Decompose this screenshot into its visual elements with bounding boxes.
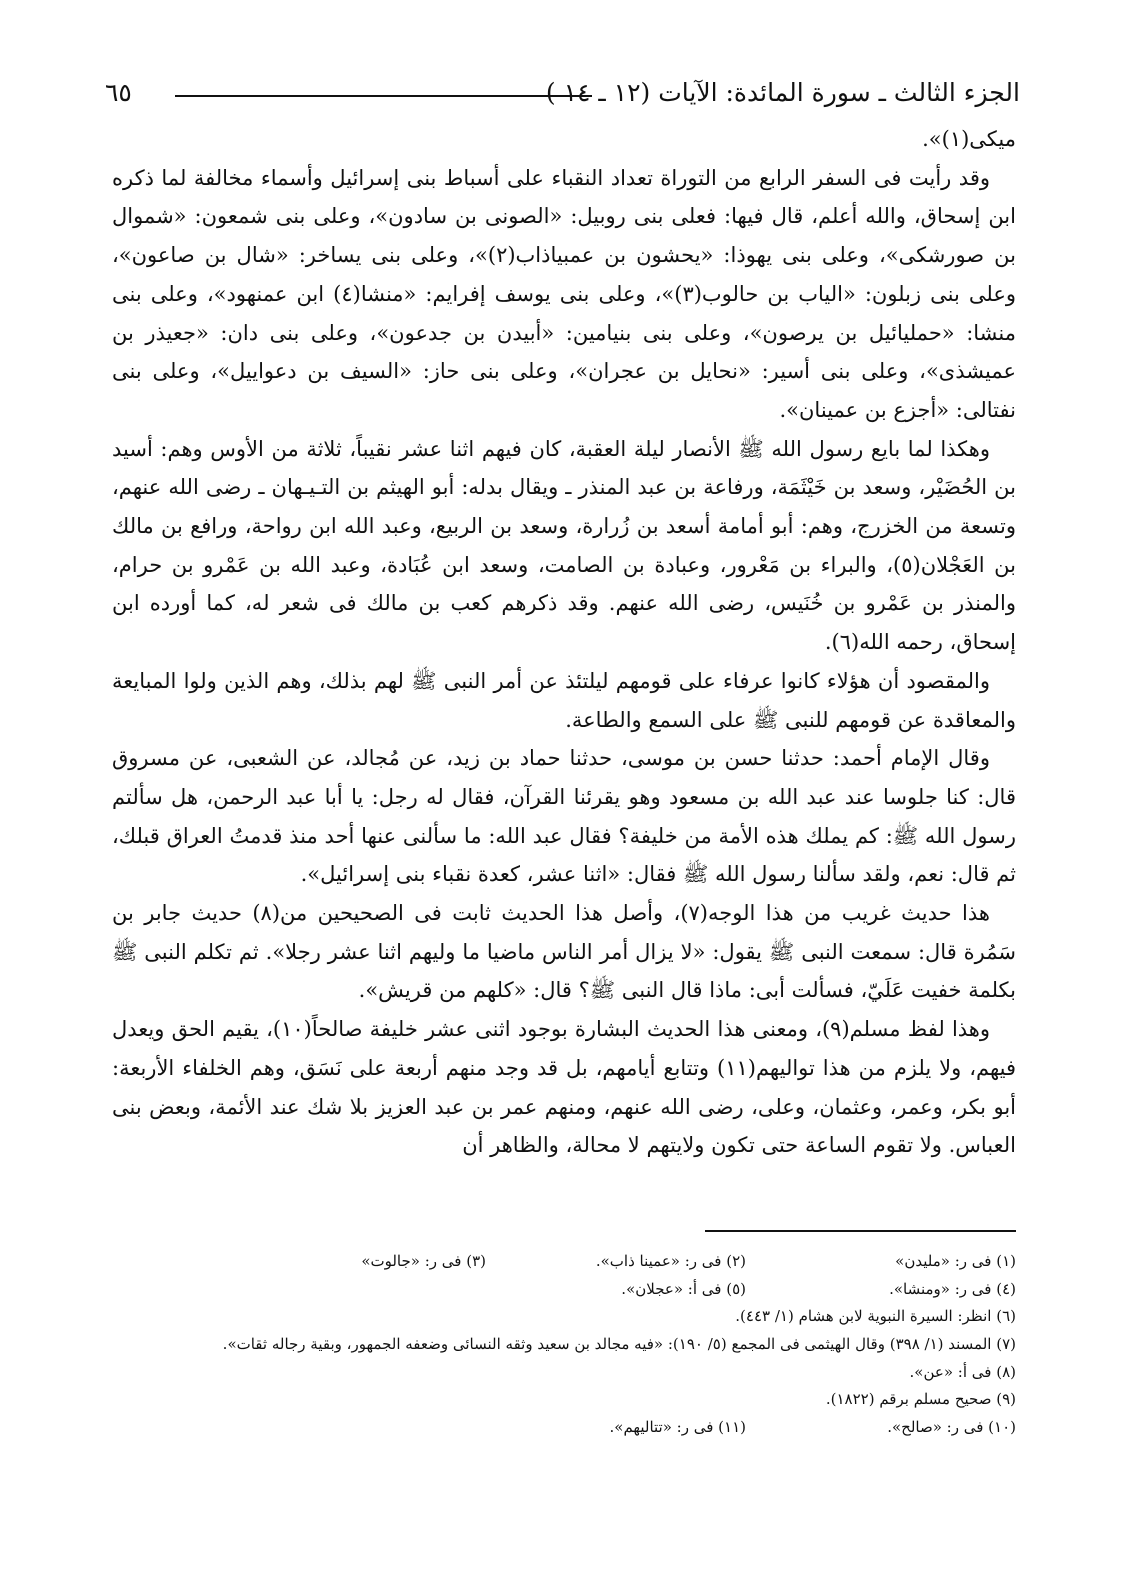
footnote: (١١) فى ر: «تتاليهم». [609, 1418, 746, 1437]
footnote: (٢) فى ر: «عمينا ذاب». [595, 1252, 746, 1270]
footnote: (٧) المسند (١/ ٣٩٨) وقال الهيثمى فى المجمع (٥/ ١٩٠): «فيه مجالد بن سعيد وثقه النسائى وضعفه الجمهور، وبقية رجاله ثقات». [222, 1335, 1016, 1354]
footnote-separator [705, 1230, 1016, 1232]
paragraph: ميكى(١)». [922, 127, 1016, 151]
footnote: (٣) فى ر: «جالوت» [361, 1252, 486, 1270]
footnote: (١) فى ر: «مليدن» [895, 1252, 1016, 1270]
page-header [105, 72, 1020, 116]
main-text [112, 120, 1016, 1165]
footnote: (٩) صحيح مسلم برقم (١٨٢٢). [825, 1390, 1016, 1409]
header-rule [175, 95, 592, 97]
footnote: (٦) انظر: السيرة النبوية لابن هشام (١/ ٤٤٣). [735, 1307, 1016, 1326]
footnote-row [112, 1331, 1016, 1359]
footnote-row [112, 1276, 1016, 1304]
footnote-row [112, 1386, 1016, 1414]
footnote: (٨) فى أ: «عن». [909, 1362, 1016, 1381]
footnote: (١٠) فى ر: «صالح». [887, 1418, 1016, 1437]
paragraph: وهكذا لما بايع رسول الله ﷺ الأنصار ليلة العقبة، كان فيهم اثنا عشر نقيباً، ثلاثة من الأوس وهم: أسيد بن الحُضَيْر، وسعد بن خَيْثَمَة، ورفاعة بن عبد المنذر ـ ويقال بدله: أبو الهيثم بن التـيـهان ـ رضى الله عنهم، وتسعة من الخزرج، وهم: أبو أمامة أسعد بن زُرارة، وسعد بن الربيع، وعبد الله ابن رواحة، ورافع بن مالك بن العَجْلان(٥)، والبراء بن مَعْرور، وعبادة بن الصامت، وسعد ابن عُبَادة، وعبد الله بن عَمْرو بن حرام، والمنذر بن عَمْرو بن خُنَيس، رضى الله عنهم. وقد ذكرهم كعب بن مالك فى شعر له، كما أورده ابن إسحاق، رحمه الله(٦). [112, 436, 1017, 655]
footnote-row [112, 1248, 1016, 1276]
paragraph: وقال الإمام أحمد: حدثنا حسن بن موسى، حدثنا حماد بن زيد، عن مُجالد، عن الشعبى، عن مسروق قال: كنا جلوسا عند عبد الله بن مسعود وهو يقرئنا القرآن، فقال له رجل: يا أبا عبد الرحمن، هل سألتم رسول الله ﷺ: كم يملك هذه الأمة من خليفة؟ فقال عبد الله: ما سألنى عنها أحد منذ قدمتُ العراق قبلك، ثم قال: نعم، ولقد سألنا رسول الله ﷺ فقال: «اثنا عشر، كعدة نقباء بنى إسرائيل». [112, 746, 1016, 887]
running-title: الجزء الثالث ـ سورة المائدة: الآيات (١٢ ـ ١٤ ) [545, 78, 1020, 107]
footnote: (٤) فى ر: «ومنشا». [889, 1279, 1016, 1298]
footnotes [112, 1248, 1016, 1442]
footnote-row [112, 1414, 1016, 1442]
footnote-row [112, 1303, 1016, 1331]
paragraph: هذا حديث غريب من هذا الوجه(٧)، وأصل هذا الحديث ثابت فى الصحيحين من(٨) حديث جابر بن سَمُرة قال: سمعت النبى ﷺ يقول: «لا يزال أمر الناس ماضيا ما وليهم اثنا عشر رجلا». ثم تكلم النبى ﷺ بكلمة خفيت عَلَيّ، فسألت أبى: ماذا قال النبى ﷺ؟ قال: «كلهم من قريش». [112, 901, 1016, 1003]
footnote: (٥) فى أ: «عجلان». [621, 1279, 746, 1298]
footnote-row [112, 1359, 1016, 1387]
paragraph: وقد رأيت فى السفر الرابع من التوراة تعداد النقباء على أسباط بنى إسرائيل وأسماء مخالفة لما ذكره ابن إسحاق، والله أعلم، قال فيها: فعلى بنى روبيل: «الصونى بن سادون»، وعلى بنى شمعون: «شموال بن صورشكى»، وعلى بنى يهوذا: «يحشون بن عمبياذاب(٢)»، وعلى بنى يساخر: «شال بن صاعون»، وعلى بنى زبلون: «الياب بن حالوب(٣)»، وعلى بنى يوسف إفرايم: «منشا(٤) ابن عمنهود»، وعلى بنى منشا: «حمليائيل بن يرصون»، وعلى بنى بنيامين: «أبيدن بن جدعون»، وعلى بنى دان: «جعيذر بن عميشذى»، وعلى بنى أسير: «نحايل بن عجران»، وعلى بنى حاز: «السيف بن دعواييل»، وعلى بنى نفتالى: «أجزع بن عمينان». [112, 165, 1017, 422]
paragraph: والمقصود أن هؤلاء كانوا عرفاء على قومهم ليلتئذ عن أمر النبى ﷺ لهم بذلك، وهم الذين ولوا المبايعة والمعاقدة عن قومهم للنبى ﷺ على السمع والطاعة. [112, 668, 1016, 732]
page-number: ٦٥ [105, 78, 132, 107]
paragraph: وهذا لفظ مسلم(٩)، ومعنى هذا الحديث البشارة بوجود اثنى عشر خليفة صالحاً(١٠)، يقيم الحق ويعدل فيهم، ولا يلزم من هذا تواليهم(١١) وتتابع أيامهم، بل قد وجد منهم أربعة على نَسَق، وهم الخلفاء الأربعة: أبو بكر، وعمر، وعثمان، وعلى، رضى الله عنهم، ومنهم عمر بن عبد العزيز بلا شك عند الأئمة، وبعض بنى العباس. ولا تقوم الساعة حتى تكون ولايتهم لا محالة، والظاهر أن [112, 1017, 1017, 1158]
